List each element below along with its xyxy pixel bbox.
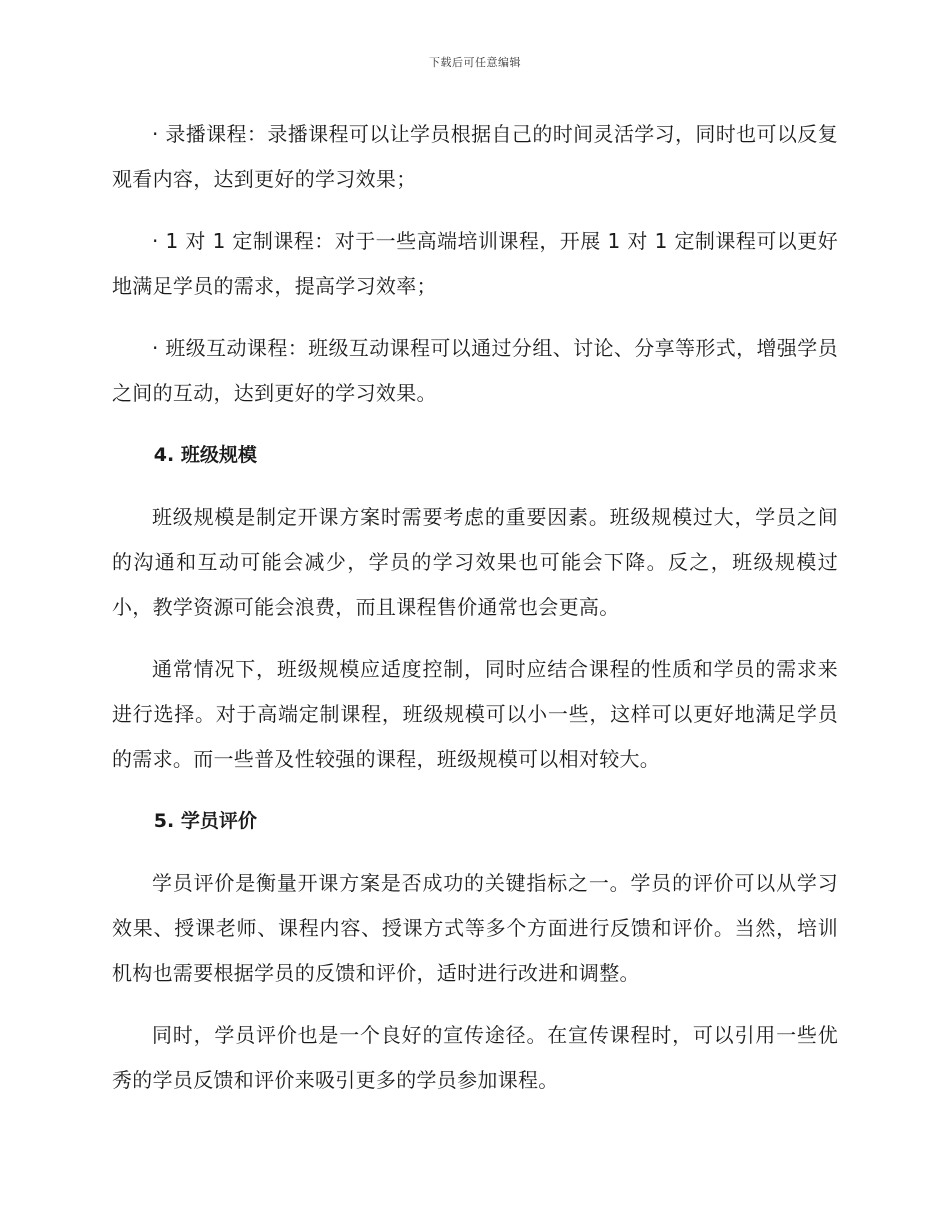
document-body: [112, 112, 838, 1120]
bullet-interactive-course: · 班级互动课程：班级互动课程可以通过分组、讨论、分享等形式，增强学员之间的互动，达到更好的学习效果。: [112, 336, 838, 405]
paragraph-evaluation-2: 同时，学员评价也是一个良好的宣传途径。在宣传课程时，可以引用一些优秀的学员反馈和评价来吸引更多的学员参加课程。: [112, 1023, 838, 1092]
paragraph-class-size-2: 通常情况下，班级规模应适度控制，同时应结合课程的性质和学员的需求来进行选择。对于高端定制课程，班级规模可以小一些，这样可以更好地满足学员的需求。而一些普及性较强的课程，班级规模可以相对较大。: [112, 657, 838, 771]
section-heading-class-size: 4. 班级规模: [153, 444, 257, 466]
section-heading-student-evaluation: 5. 学员评价: [153, 810, 257, 832]
paragraph-class-size-1: 班级规模是制定开课方案时需要考虑的重要因素。班级规模过大，学员之间的沟通和互动可能会减少，学员的学习效果也可能会下降。反之，班级规模过小，教学资源可能会浪费，而且课程售价通常也会更高。: [112, 505, 838, 619]
bullet-one-on-one-course: · 1 对 1 定制课程：对于一些高端培训课程，开展 1 对 1 定制课程可以更好地满足学员的需求，提高学习效率；: [112, 229, 838, 298]
paragraph-evaluation-1: 学员评价是衡量开课方案是否成功的关键指标之一。学员的评价可以从学习效果、授课老师、课程内容、授课方式等多个方面进行反馈和评价。当然，培训机构也需要根据学员的反馈和评价，适时进行改进和调整。: [112, 871, 838, 985]
header-note: 下载后可任意编辑: [429, 56, 521, 69]
bullet-recorded-course: · 录播课程：录播课程可以让学员根据自己的时间灵活学习，同时也可以反复观看内容，达到更好的学习效果；: [112, 122, 838, 191]
